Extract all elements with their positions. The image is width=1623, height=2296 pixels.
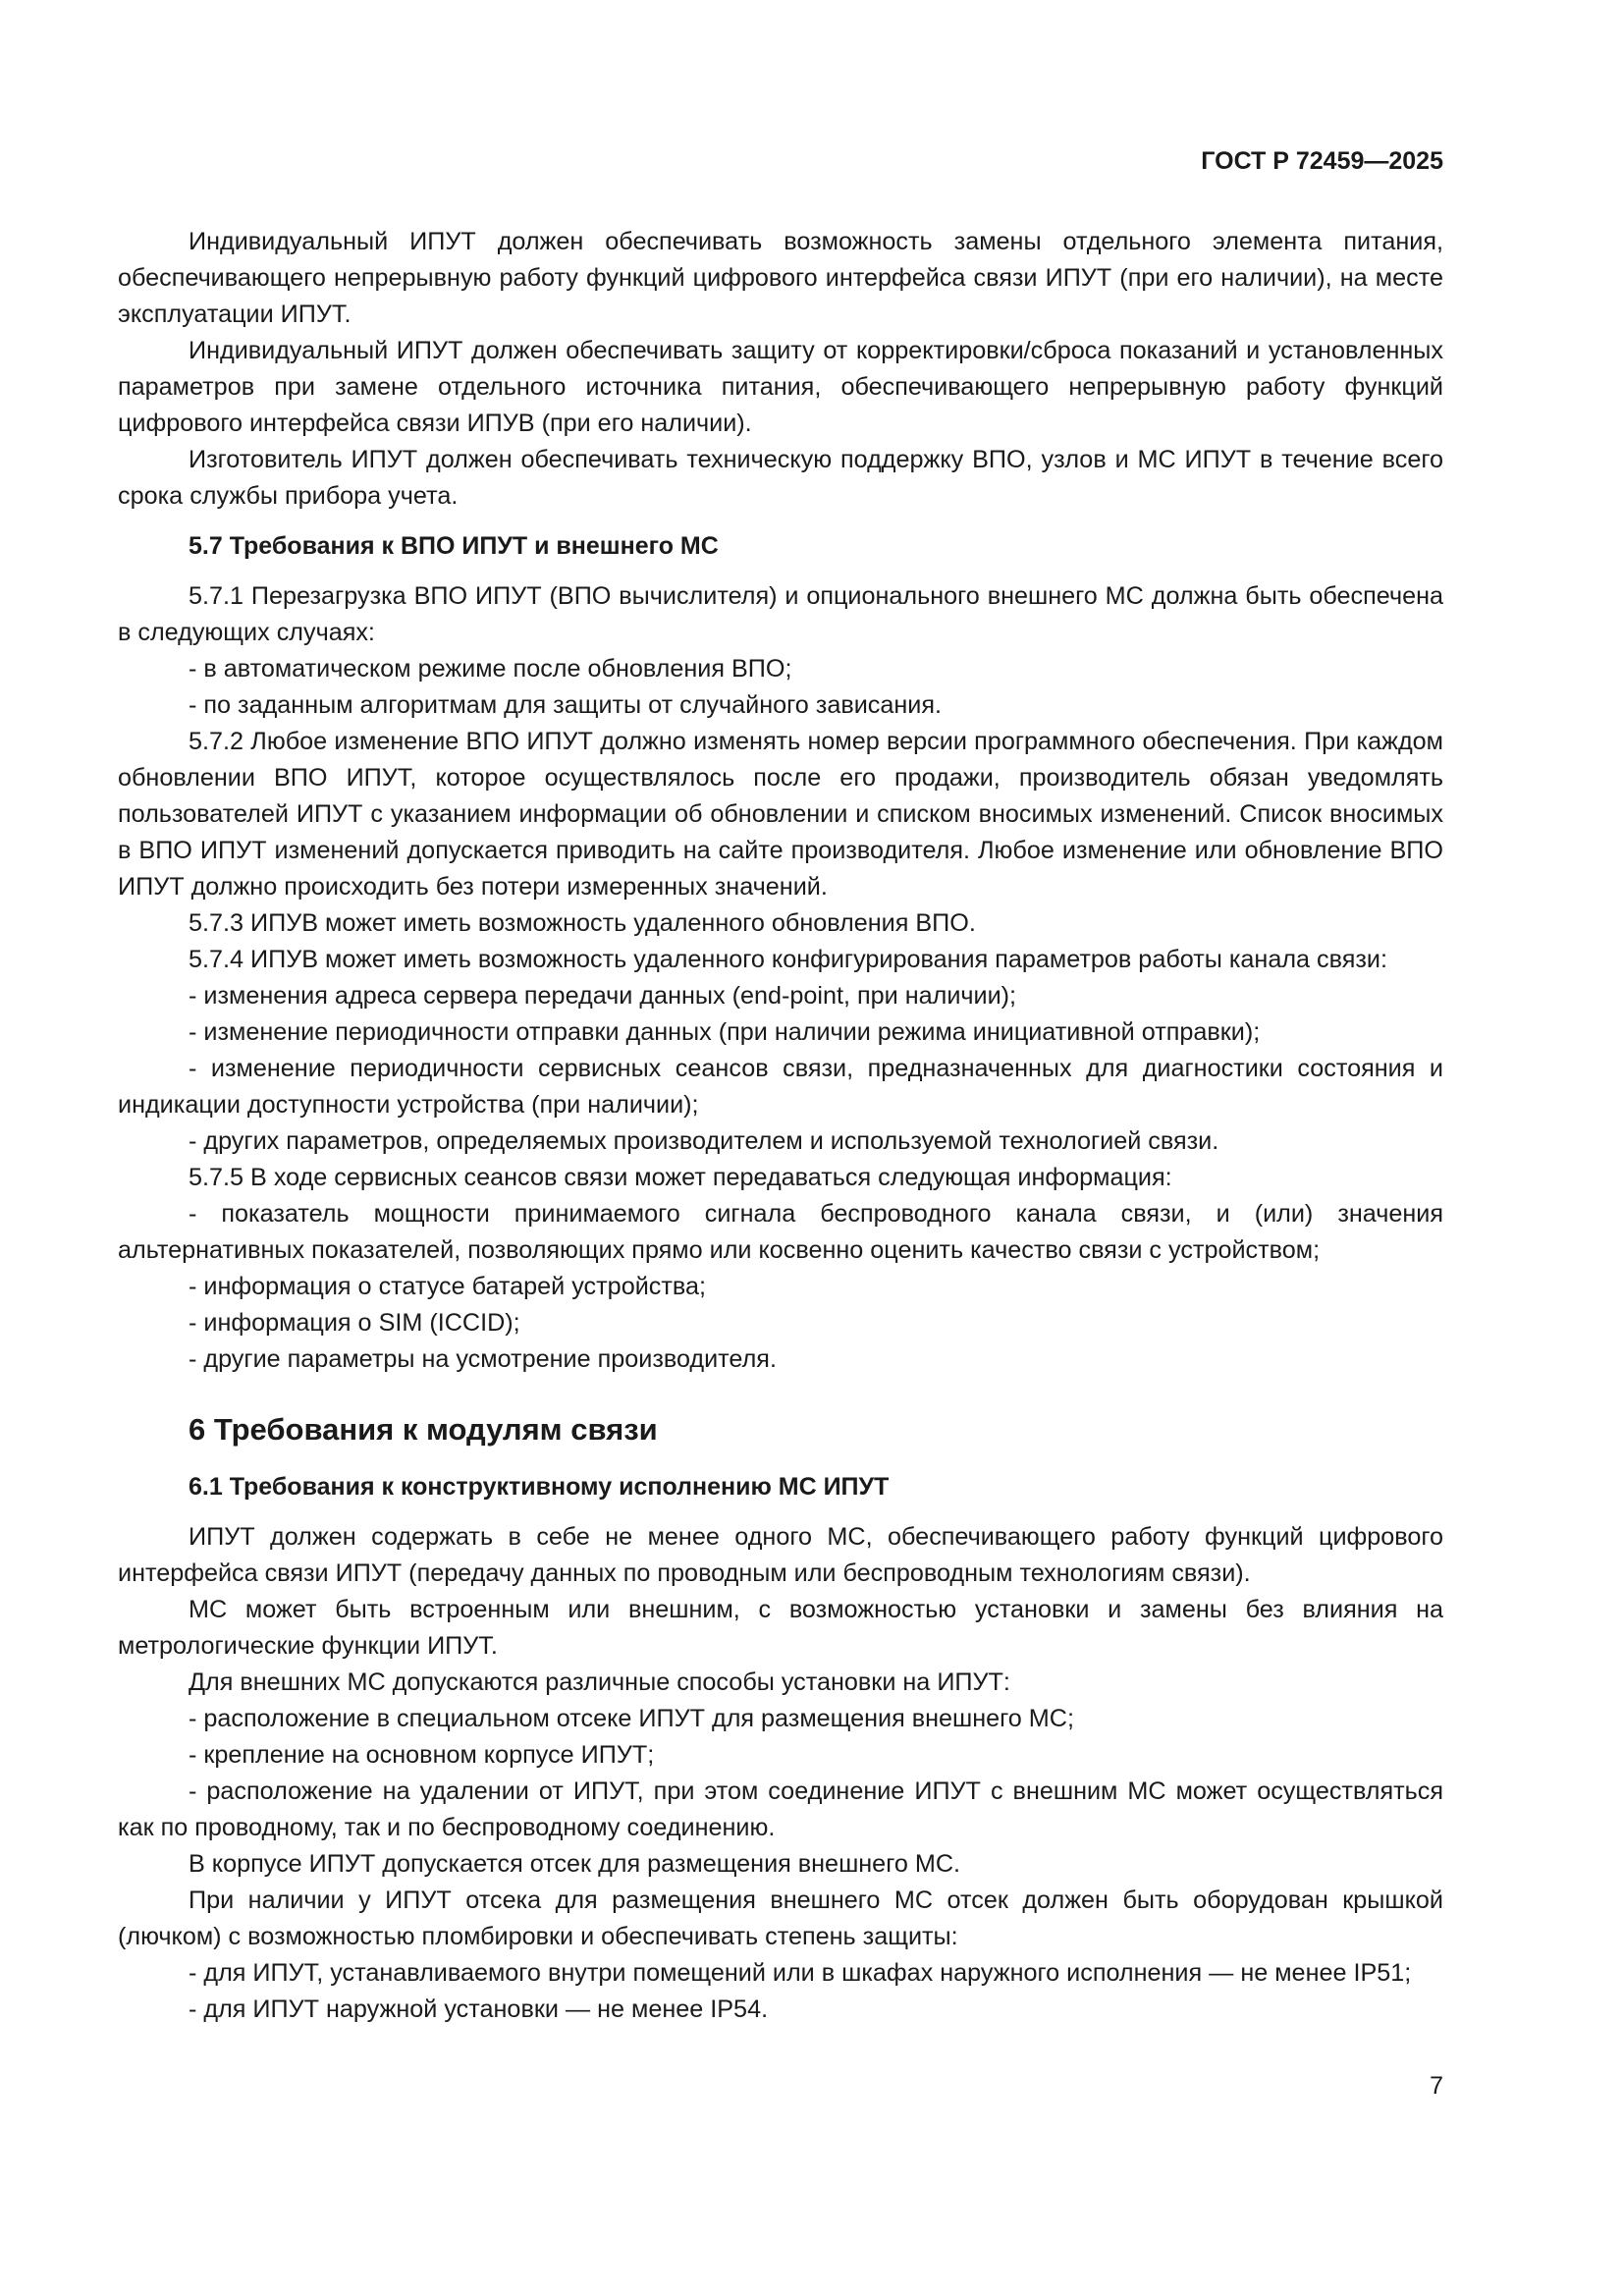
list-item: - по заданным алгоритмам для защиты от случайного зависания. bbox=[189, 691, 943, 719]
list-item: - для ИПУТ, устанавливаемого внутри помещений или в шкафах наружного исполнения — не менее IP51; bbox=[189, 1959, 1412, 1987]
list-item: - информация о SIM (ICCID); bbox=[189, 1309, 520, 1337]
paragraph: Для внешних МС допускаются различные способы установки на ИПУТ: bbox=[189, 1668, 1010, 1696]
document-body bbox=[118, 224, 1443, 2028]
list-item: - других параметров, определяемых производителем и используемой технологией связи. bbox=[189, 1127, 1219, 1155]
paragraph: В корпусе ИПУТ допускается отсек для размещения внешнего МС. bbox=[189, 1850, 961, 1878]
section-heading-5-7: 5.7 Требования к ВПО ИПУТ и внешнего МС bbox=[189, 532, 719, 560]
paragraph: МС может быть встроенным или внешним, с возможностью установки и замены без влияния на метрологические функции ИПУТ. bbox=[118, 1596, 1443, 1660]
clause-5-7-5: 5.7.5 В ходе сервисных сеансов связи может передаваться следующая информация: bbox=[189, 1164, 1172, 1191]
list-item: - показатель мощности принимаемого сигнала беспроводного канала связи, и (или) значения альтернативных показателей, позволяющих прямо или косвенно оценить качество связи с устройством; bbox=[118, 1200, 1443, 1264]
paragraph: Изготовитель ИПУТ должен обеспечивать техническую поддержку ВПО, узлов и МС ИПУТ в течение всего срока службы прибора учета. bbox=[118, 446, 1443, 510]
list-item: - изменение периодичности отправки данных (при наличии режима инициативной отправки); bbox=[189, 1018, 1261, 1046]
paragraph: Индивидуальный ИПУТ должен обеспечивать защиту от корректировки/сброса показаний и установленных параметров при замене отдельного источника питания, обеспечивающего непрерывную работу функций цифрового интерфейса связи ИПУВ (при его наличии). bbox=[118, 337, 1443, 437]
clause-5-7-3: 5.7.3 ИПУВ может иметь возможность удаленного обновления ВПО. bbox=[189, 909, 976, 937]
list-item: - изменения адреса сервера передачи данных (end-point, при наличии); bbox=[189, 982, 1017, 1010]
paragraph: Индивидуальный ИПУТ должен обеспечивать возможность замены отдельного элемента питания, обеспечивающего непрерывную работу функций цифрового интерфейса связи ИПУТ (при его наличии), на месте эксплуатации ИПУТ. bbox=[118, 228, 1443, 328]
paragraph: При наличии у ИПУТ отсека для размещения внешнего МС отсек должен быть оборудован крышкой (лючком) с возможностью пломбировки и обеспечивать степень защиты: bbox=[118, 1886, 1443, 1950]
list-item: - расположение в специальном отсеке ИПУТ для размещения внешнего МС; bbox=[189, 1705, 1074, 1732]
clause-5-7-4: 5.7.4 ИПУВ может иметь возможность удаленного конфигурирования параметров работы канала связи: bbox=[189, 946, 1387, 973]
clause-5-7-1: 5.7.1 Перезагрузка ВПО ИПУТ (ВПО вычислителя) и опционального внешнего МС должна быть обеспечена в следующих случаях: bbox=[118, 582, 1443, 646]
list-item: - крепление на основном корпусе ИПУТ; bbox=[189, 1741, 655, 1769]
page-number: 7 bbox=[1430, 2072, 1443, 2100]
list-item: - расположение на удалении от ИПУТ, при этом соединение ИПУТ с внешним МС может осуществляться как по проводному, так и по беспроводному соединению. bbox=[118, 1777, 1443, 1841]
chapter-heading-6: 6 Требования к модулям связи bbox=[189, 1412, 658, 1447]
document-code-header: ГОСТ Р 72459—2025 bbox=[1201, 147, 1443, 175]
paragraph: ИПУТ должен содержать в себе не менее одного МС, обеспечивающего работу функций цифрового интерфейса связи ИПУТ (передачу данных по проводным или беспроводным технологиям связи). bbox=[118, 1523, 1443, 1587]
list-item: - другие параметры на усмотрение производителя. bbox=[189, 1345, 777, 1373]
list-item: - для ИПУТ наружной установки — не менее IP54. bbox=[189, 1995, 769, 2023]
section-heading-6-1: 6.1 Требования к конструктивному исполнению МС ИПУТ bbox=[189, 1473, 890, 1501]
list-item: - изменение периодичности сервисных сеансов связи, предназначенных для диагностики состояния и индикации доступности устройства (при наличии); bbox=[118, 1055, 1443, 1119]
list-item: - информация о статусе батарей устройства; bbox=[189, 1273, 707, 1300]
list-item: - в автоматическом режиме после обновления ВПО; bbox=[189, 655, 792, 683]
clause-5-7-2: 5.7.2 Любое изменение ВПО ИПУТ должно изменять номер версии программного обеспечения. При каждом обновлении ВПО ИПУТ, которое осуществлялось после его продажи, производитель обязан уведомлять пользователей ИПУТ с указанием информации об обновлении и списком вносимых изменений. Список вносимых в ВПО ИПУТ изменений допускается приводить на сайте производителя. Любое изменение или обновление ВПО ИПУТ должно происходить без потери измеренных значений. bbox=[118, 728, 1443, 901]
